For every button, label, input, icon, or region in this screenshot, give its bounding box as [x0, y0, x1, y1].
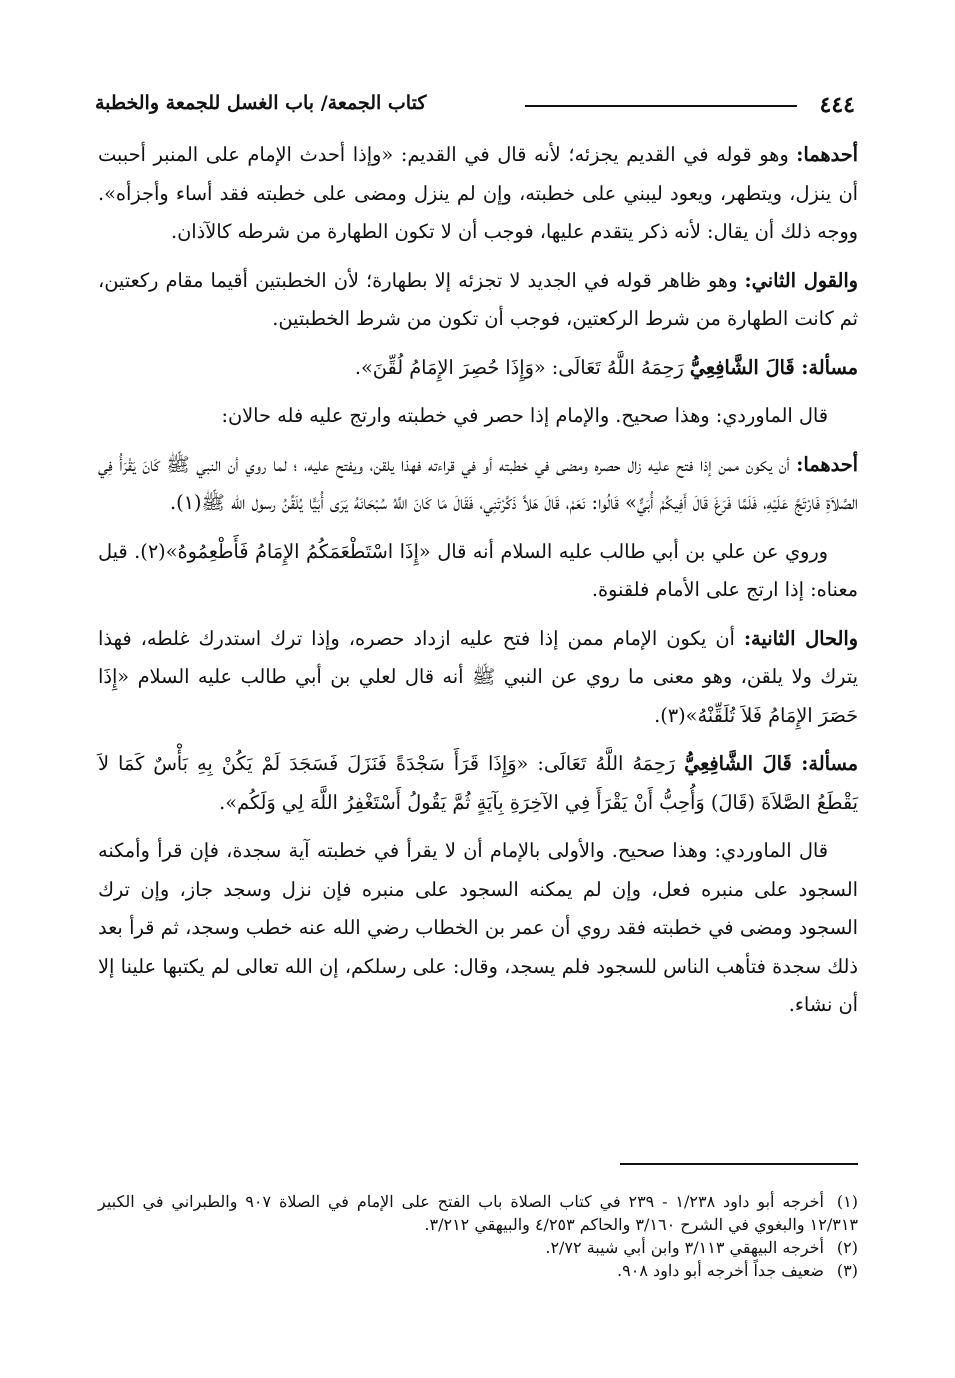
- paragraph-lead: أحدهما:: [796, 452, 858, 476]
- paragraph-lead: أحدهما:: [796, 143, 858, 166]
- paragraph: [98, 832, 858, 1025]
- footnote-number: (١): [836, 1192, 859, 1211]
- page-header: [95, 92, 855, 122]
- paragraph: [98, 745, 858, 822]
- paragraph-text: وهو ظاهر قوله في الجديد لا تجزئه إلا بطهارة؛ لأن الخطبتين أقيما مقام ركعتين، ثم كانت الطهارة من شرط الركعتين، فوجب أن تكون من شرط الخطبتين.: [98, 268, 858, 330]
- paragraph: [98, 262, 858, 339]
- paragraph-text: أن يكون الإمام ممن إذا فتح عليه ازداد حصره، وإذا ترك استدرك غلطه، فهذا يترك ولا يلقن، وهو معنى ما روي عن النبي ﷺ أنه قال لعلي بن أبي طالب عليه السلام «إِذَا حَصَرَ الإِمَامُ فَلاَ تُلَقِّنْهُ»(٣).: [98, 626, 858, 727]
- footnote-number: (٢): [836, 1238, 858, 1257]
- paragraph-text: وهو قوله في القديم يجزئه؛ لأنه قال في القديم: «وإذا أحدث الإمام على المنبر أحببت أن ينزل، ويتطهر، ويعود ليبني على خطبته، وإن لم ينزل ومضى على خطبته فقد أساء وأجزأه». ووجه ذلك أن يقال: لأنه ذكر يتقدم عليها، فوجب أن لا تكون الطهارة من شرطه كالآذان.: [98, 143, 858, 243]
- main-text: [98, 136, 858, 1035]
- paragraph-lead: والحال الثانية:: [743, 626, 858, 650]
- paragraph: [98, 397, 858, 436]
- footnote: [98, 1236, 858, 1259]
- paragraph-lead: مسألة: قَالَ الشَّافِعِيُّ: [689, 355, 858, 379]
- paragraph-text: أن يكون ممن إذا فتح عليه زال حصره ومضى في خطبته أو في قراءته فهذا يلقن، ويفتح عليه، ؛ لما روي أن النبي ﷺ كَانَ يَقْرَأُ فِي الصَّلاَةِ فَارْتَجَّ عَلَيْهِ، فَلَمَّا فَرَغَ قَالَ أَفِيكُمْ أُبَيٌّ» قَالُوا: نَعَمْ، قَالَ هَلاَّ ذَكَّرْتَنِي، فَقَالَ مَا كَانَ اللَّهُ سُبْحَانَهُ يَرَى أُبَيًّا يُلَقِّنُ رسول الله ﷺ(١).: [98, 452, 858, 514]
- footnote: [98, 1190, 858, 1236]
- footnote: [98, 1259, 858, 1282]
- paragraph-text: رَحِمَهُ اللَّهُ تَعَالَى: «وَإِذَا قَرَأَ سَجْدَةً فَنَزَلَ فَسَجَدَ لَمْ يَكُنْ بِهِ بَأْسٌ كَمَا لاَ يَقْطَعُ الصَّلاَةَ (قَالَ) وَأُحِبُّ أَنْ يَقْرَأَ فِي الآخِرَةِ بِآيَةٍ ثُمَّ يَقُولُ أَسْتَغْفِرُ اللَّهَ لِي وَلَكُم».: [98, 752, 858, 814]
- footnote-text: أخرجه أبو داود ١/٢٣٨ - ٢٣٩ في كتاب الصلاة باب الفتح على الإمام في الصلاة ٩٠٧ والطبراني في الكبير ١٢/٣١٣ والبغوي في الشرح ٣/١٦٠ والحاكم ٤/٢٥٣ والبيهقي ٣/٢١٢.: [98, 1192, 858, 1234]
- header-rule: [525, 105, 797, 107]
- paragraph-lead: مسألة: قَالَ الشَّافِعِيُّ: [684, 752, 858, 775]
- paragraph: [98, 620, 858, 736]
- footnote-text: ضعيف جداً أخرجه أبو داود ٩٠٨.: [617, 1261, 824, 1280]
- paragraph-text: قال الماوردي: وهذا صحيح. والإمام إذا حصر في خطبته وارتج عليه فله حالان:: [221, 404, 828, 427]
- paragraph: [98, 136, 858, 252]
- paragraph: [98, 533, 858, 610]
- paragraph-text: قال الماوردي: وهذا صحيح. والأولى بالإمام أن لا يقرأ في خطبته آية سجدة، فإن قرأ وأمكنه السجود على منبره فعل، وإن لم يمكنه السجود على منبره فإن نزل وسجد جاز، وإن ترك السجود ومضى في خطبته فقد روي أن عمر بن الخطاب رضي الله عنه خطب وسجد، ثم قرأ بعد ذلك سجدة فتأهب الناس للسجود فلم يسجد، وقال: على رسلكم، إن الله تعالى لم يكتبها علينا إلا أن نشاء.: [98, 839, 858, 1016]
- footnote-text: أخرجه البيهقي ٣/١١٣ وابن أبي شيبة ٢/٧٢.: [545, 1238, 824, 1257]
- paragraph-text: وروي عن علي بن أبي طالب عليه السلام أنه قال «إِذَا اسْتَطْعَمَكُمُ الإِمَامُ فَأَطْعِمُوهُ»(٢). قيل معناه: إذا ارتج على الأمام فلقنوة.: [98, 539, 858, 601]
- paragraph-lead: والقول الثاني:: [744, 268, 858, 292]
- footnotes: [98, 1190, 858, 1282]
- paragraph-text: رَحِمَهُ اللَّهُ تَعَالَى: «وَإِذَا حُصِرَ الإِمَامُ لُقِّنَ».: [354, 355, 690, 379]
- footnote-separator: [620, 1163, 858, 1165]
- paragraph: [98, 349, 858, 388]
- page-number: ٤٤٤: [819, 92, 855, 118]
- paragraph: [98, 446, 858, 523]
- running-title: كتاب الجمعة/ باب الغسل للجمعة والخطبة: [95, 92, 427, 114]
- footnote-number: (٣): [836, 1261, 858, 1280]
